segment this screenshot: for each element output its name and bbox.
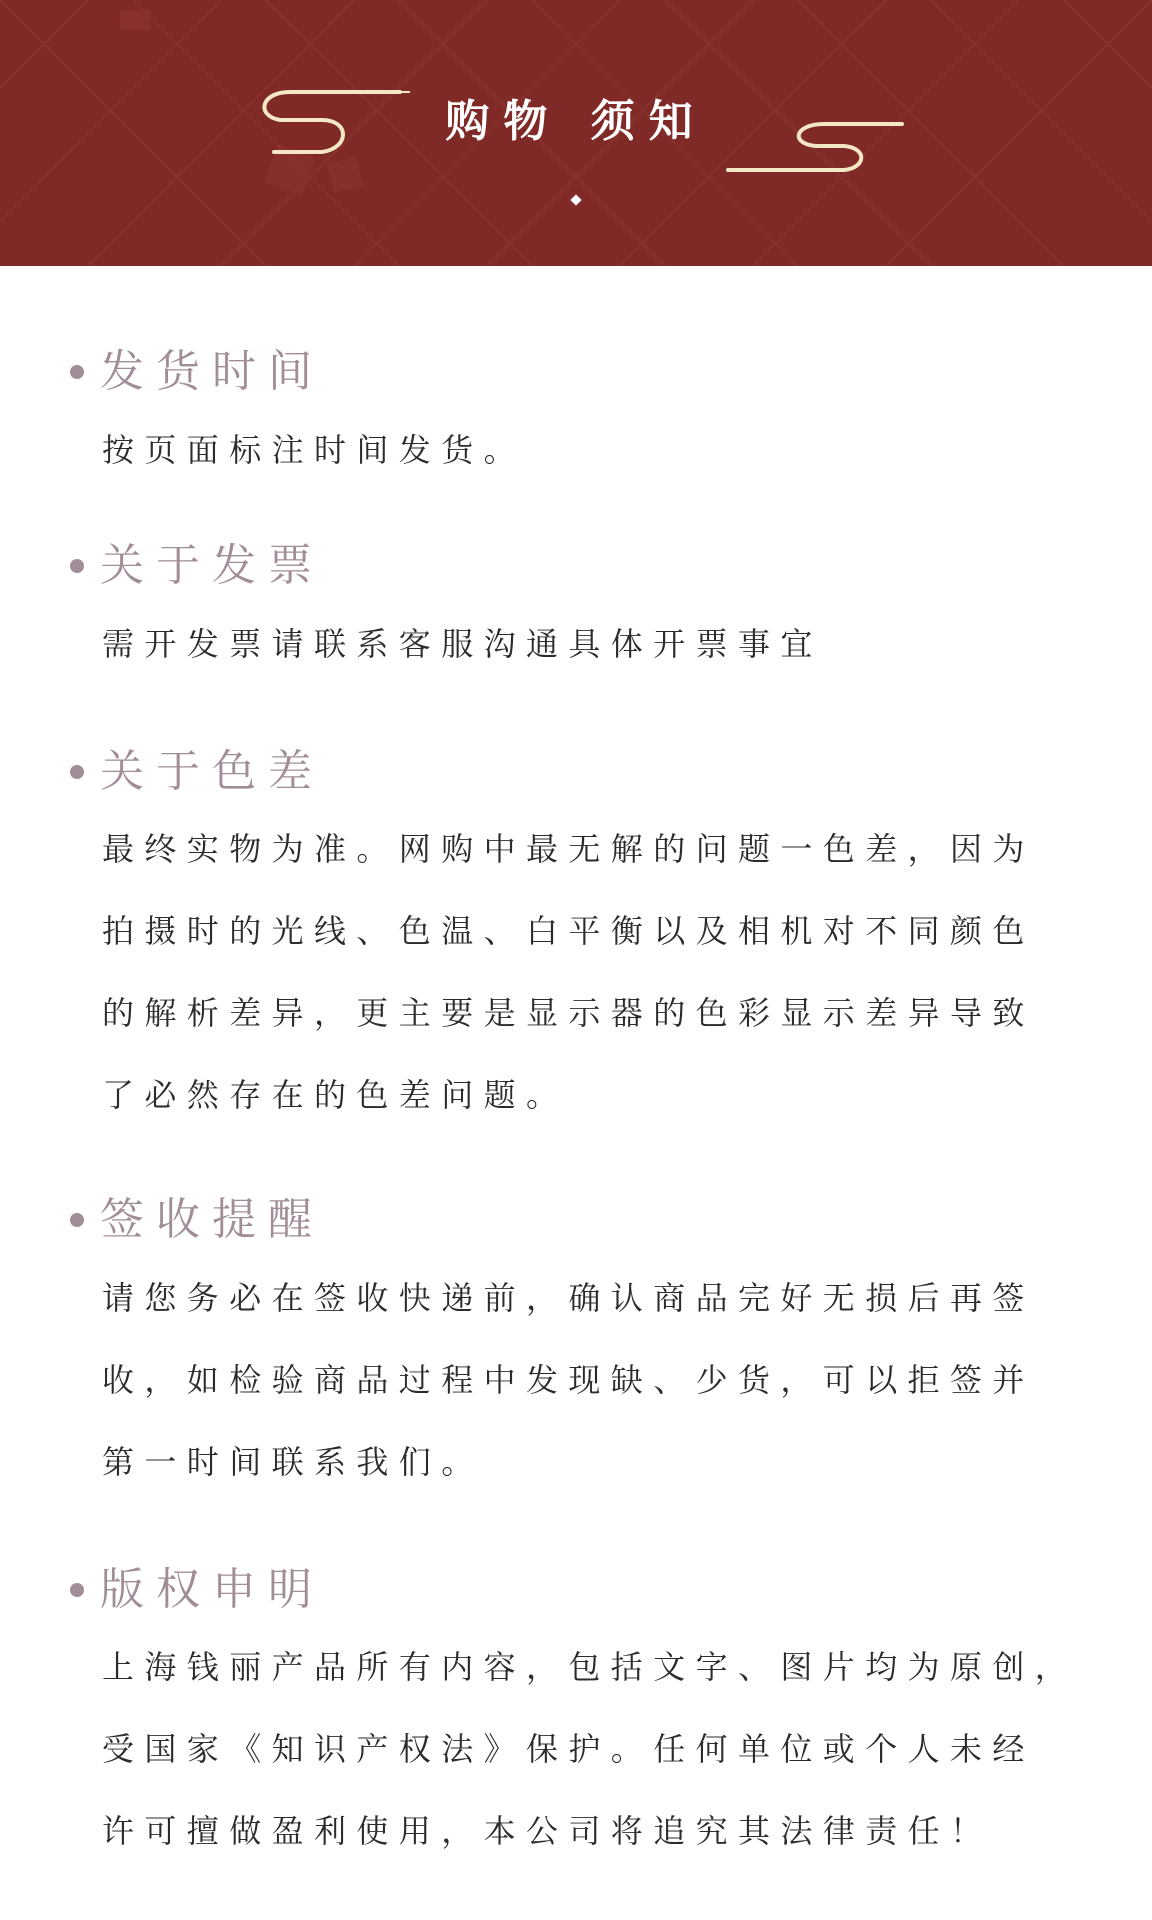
section-body xyxy=(102,1257,1122,1503)
section-heading xyxy=(70,1190,324,1250)
section-heading-text: 关于色差 xyxy=(100,746,324,797)
body-line: 收，如检验商品过程中发现缺、少货，可以拒签并 xyxy=(102,1361,1035,1399)
section-heading xyxy=(70,536,324,596)
bullet-dot-icon xyxy=(70,559,84,573)
section-body xyxy=(102,808,1122,1136)
section-body xyxy=(102,603,1122,685)
body-line: 的解析差异，更主要是显示器的色彩显示差异导致 xyxy=(102,994,1035,1032)
section-heading-text: 版权申明 xyxy=(100,1564,324,1615)
body-line: 受国家《知识产权法》保护。任何单位或个人未经 xyxy=(102,1730,1035,1768)
section-heading xyxy=(70,742,324,802)
bullet-dot-icon xyxy=(70,765,84,779)
section-heading-text: 关于发票 xyxy=(100,540,324,591)
body-line: 拍摄时的光线、色温、白平衡以及相机对不同颜色 xyxy=(102,912,1035,950)
bullet-dot-icon xyxy=(70,365,84,379)
section-heading xyxy=(70,1560,324,1620)
body-line: 第一时间联系我们。 xyxy=(102,1443,484,1481)
section-body xyxy=(102,1626,1122,1872)
section-heading-text: 签收提醒 xyxy=(100,1194,324,1245)
section-heading xyxy=(70,342,324,402)
body-line: 请您务必在签收快递前，确认商品完好无损后再签 xyxy=(102,1279,1035,1317)
body-line: 需开发票请联系客服沟通具体开票事宜 xyxy=(102,625,823,663)
body-line: 了必然存在的色差问题。 xyxy=(102,1076,569,1114)
body-line: 上海钱丽产品所有内容，包括文字、图片均为原创， xyxy=(102,1648,1078,1686)
page-title: 购物 须知 xyxy=(445,96,707,147)
bullet-dot-icon xyxy=(70,1583,84,1597)
section-body xyxy=(102,409,1122,491)
bullet-dot-icon xyxy=(70,1213,84,1227)
body-line: 许可擅做盈利使用，本公司将追究其法律责任！ xyxy=(102,1812,993,1850)
body-line: 按页面标注时间发货。 xyxy=(102,431,527,469)
section-heading-text: 发货时间 xyxy=(100,346,324,397)
header-banner xyxy=(0,0,1152,266)
body-line: 最终实物为准。网购中最无解的问题一色差，因为 xyxy=(102,830,1035,868)
